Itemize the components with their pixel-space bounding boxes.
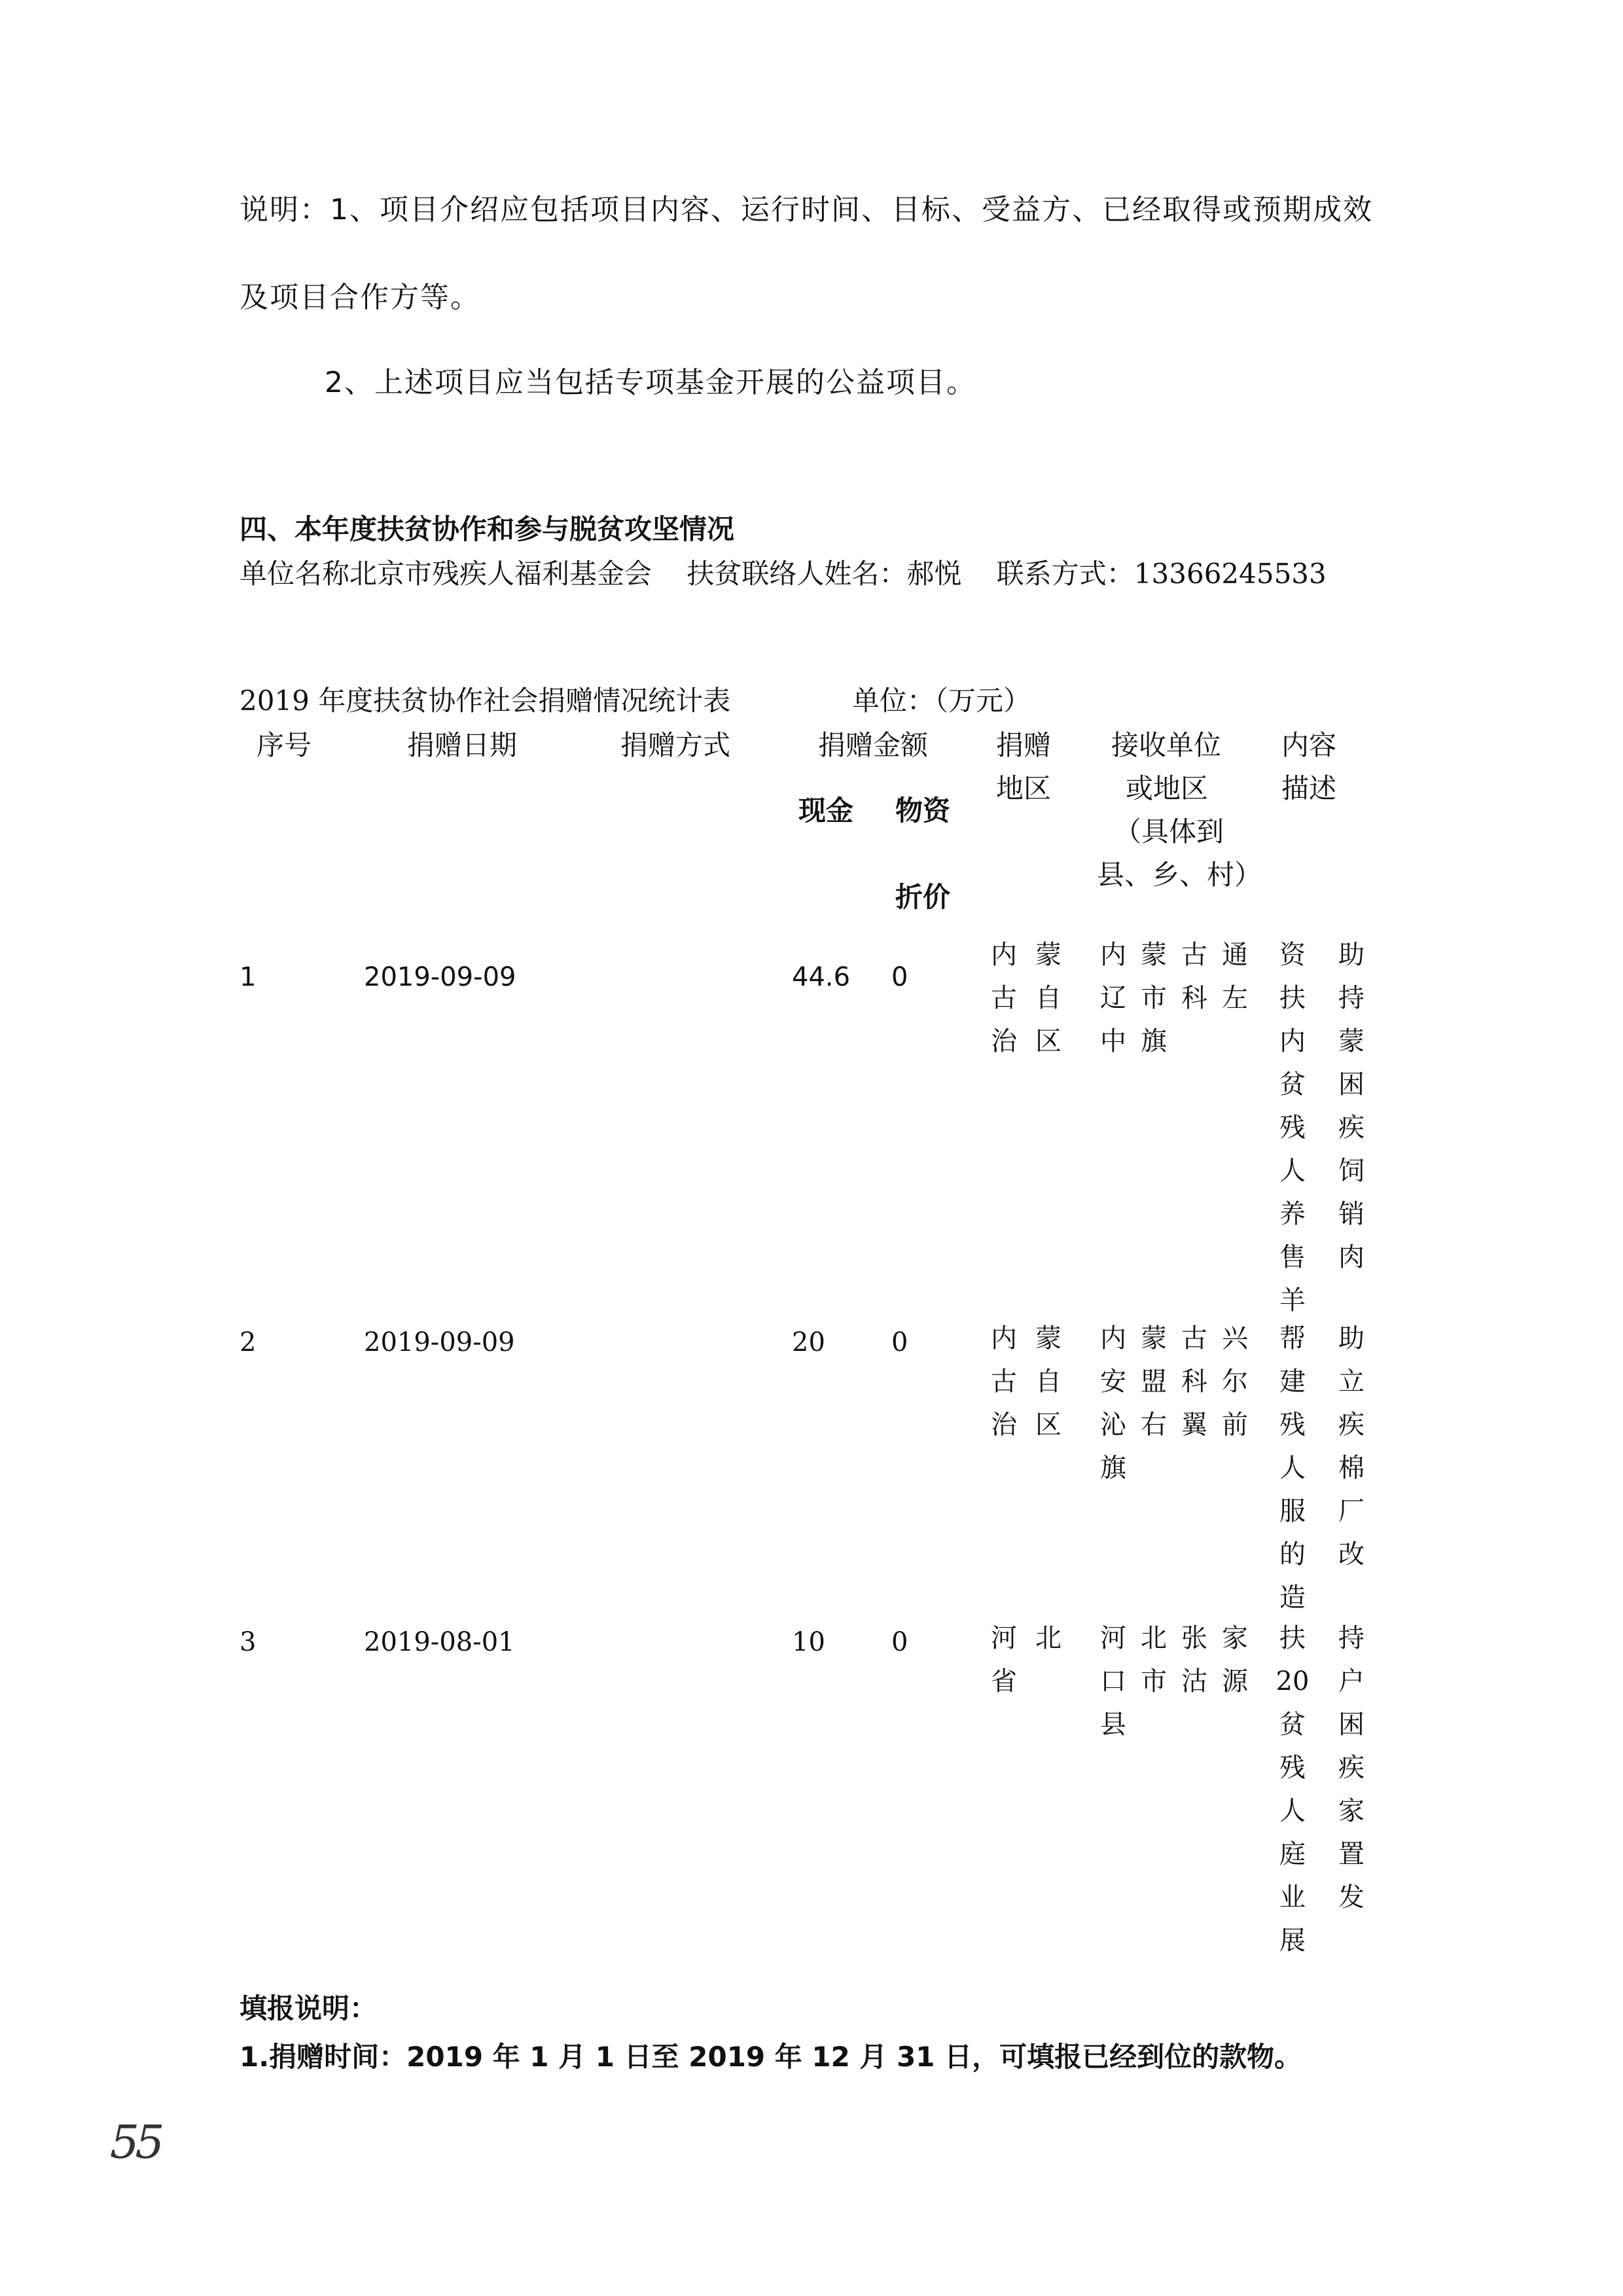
cell-char: 源 — [1222, 1666, 1248, 1696]
explanation-line-2: 及项目合作方等。 — [240, 281, 480, 314]
cell-char: 家 — [1338, 1796, 1364, 1826]
row-2-cash: 20 — [792, 1327, 825, 1357]
cell-char: 自 — [1035, 983, 1061, 1013]
header-seq: 序号 — [257, 729, 312, 761]
cell-char: 治 — [991, 1410, 1017, 1440]
cell-char: 置 — [1338, 1839, 1364, 1869]
cell-char: 旗 — [1100, 1453, 1126, 1483]
cell-char: 疾 — [1338, 1410, 1364, 1440]
cell-char: 人 — [1279, 1453, 1306, 1483]
cell-char: 厂 — [1338, 1496, 1364, 1526]
cell-char: 内 — [1100, 940, 1126, 970]
cell-char: 销 — [1338, 1199, 1364, 1229]
cell-char: 残 — [1279, 1753, 1306, 1783]
row-3-date: 2019-08-01 — [364, 1627, 515, 1657]
header-receiver-1: 接收单位 — [1111, 729, 1222, 761]
cell-char: 贫 — [1279, 1069, 1306, 1100]
cell-char: 河 — [1100, 1623, 1126, 1653]
cell-char: 县 — [1100, 1710, 1126, 1740]
cell-char: 户 — [1338, 1666, 1364, 1696]
cell-char: 饲 — [1338, 1156, 1364, 1186]
cell-char: 市 — [1141, 983, 1167, 1013]
cell-char: 帮 — [1279, 1323, 1306, 1354]
row-3-seq: 3 — [240, 1627, 257, 1657]
cell-char: 棉 — [1338, 1453, 1364, 1483]
table-unit: 单位：（万元） — [852, 685, 1031, 717]
cell-char: 内 — [1100, 1323, 1126, 1354]
footer-title: 填报说明： — [240, 1992, 378, 2024]
row-2-date: 2019-09-09 — [364, 1327, 515, 1357]
cell-char: 内 — [991, 940, 1017, 970]
cell-char: 省 — [991, 1666, 1017, 1696]
cell-char: 扶 — [1279, 983, 1306, 1013]
cell-char: 内 — [1279, 1026, 1306, 1056]
row-3-region — [982, 1617, 1071, 1703]
explanation-line-1: 说明：1、项目介绍应包括项目内容、运行时间、目标、受益方、已经取得或预期成效 — [240, 193, 1373, 226]
cell-char: 发 — [1338, 1882, 1364, 1912]
cell-char: 售 — [1279, 1242, 1306, 1272]
row-1-date: 2019-09-09 — [364, 962, 516, 992]
row-1-cash: 44.6 — [792, 962, 851, 992]
cell-char: 口 — [1100, 1666, 1126, 1696]
explanation-line-3: 2、上述项目应当包括专项基金开展的公益项目。 — [325, 366, 976, 399]
header-receiver-3: （具体到 — [1114, 816, 1224, 848]
header-receiver-2: 或地区 — [1126, 772, 1209, 804]
header-cash: 现金 — [798, 795, 854, 827]
cell-char: 立 — [1338, 1367, 1364, 1397]
cell-char: 养 — [1279, 1199, 1306, 1229]
cell-char: 助 — [1338, 940, 1364, 970]
cell-char: 右 — [1141, 1410, 1167, 1440]
header-region-2: 地区 — [996, 772, 1052, 804]
cell-char: 科 — [1181, 983, 1207, 1013]
row-2-seq: 2 — [240, 1327, 257, 1357]
cell-char: 家 — [1222, 1623, 1248, 1653]
section-title: 四、本年度扶贫协作和参与脱贫攻坚情况 — [240, 513, 735, 545]
row-2-desc — [1263, 1317, 1381, 1619]
cell-char: 贫 — [1279, 1710, 1306, 1740]
cell-char: 业 — [1279, 1882, 1306, 1912]
row-1-region — [982, 933, 1071, 1063]
cell-char: 肉 — [1338, 1242, 1364, 1272]
header-date: 捐赠日期 — [407, 729, 518, 761]
cell-char: 科 — [1181, 1367, 1207, 1397]
cell-char: 羊 — [1279, 1285, 1306, 1316]
cell-char: 蒙 — [1035, 1323, 1061, 1354]
cell-char: 区 — [1035, 1026, 1061, 1056]
cell-char: 持 — [1338, 1623, 1364, 1653]
footer-line-1: 1.捐赠时间：2019 年 1 月 1 日至 2019 年 12 月 31 日，可填报已经到位的款物。 — [240, 2041, 1302, 2073]
row-1-receiver — [1093, 933, 1255, 1063]
header-amount: 捐赠金额 — [818, 729, 929, 761]
cell-char: 古 — [1181, 940, 1207, 970]
cell-char: 自 — [1035, 1367, 1061, 1397]
cell-char: 内 — [991, 1323, 1017, 1354]
cell-char: 旗 — [1141, 1026, 1167, 1056]
header-region-1: 捐赠 — [996, 729, 1052, 761]
cell-char: 的 — [1279, 1539, 1306, 1570]
cell-char: 疾 — [1338, 1113, 1364, 1143]
cell-char: 兴 — [1222, 1323, 1248, 1354]
cell-char: 持 — [1338, 983, 1364, 1013]
header-desc-2: 描述 — [1281, 772, 1337, 804]
cell-char: 古 — [991, 1367, 1017, 1397]
cell-char: 河 — [991, 1623, 1017, 1653]
cell-char: 困 — [1338, 1710, 1364, 1740]
cell-char: 庭 — [1279, 1839, 1306, 1869]
header-desc-1: 内容 — [1281, 729, 1337, 761]
cell-char: 翼 — [1181, 1410, 1207, 1440]
row-1-seq: 1 — [240, 962, 257, 992]
cell-char: 左 — [1222, 983, 1248, 1013]
header-receiver-4: 县、乡、村） — [1097, 859, 1262, 891]
cell-char: 北 — [1035, 1623, 1061, 1653]
row-1-desc — [1263, 933, 1381, 1322]
row-3-goods: 0 — [891, 1627, 908, 1657]
cell-char: 古 — [991, 983, 1017, 1013]
cell-char: 尔 — [1222, 1367, 1248, 1397]
table-title: 2019 年度扶贫协作社会捐赠情况统计表 — [240, 685, 731, 717]
cell-char: 沽 — [1181, 1666, 1207, 1696]
cell-char: 扶 — [1279, 1623, 1306, 1653]
row-3-receiver — [1093, 1617, 1255, 1746]
cell-char: 残 — [1279, 1113, 1306, 1143]
cell-char: 蒙 — [1141, 940, 1167, 970]
cell-char: 沁 — [1100, 1410, 1126, 1440]
cell-char: 前 — [1222, 1410, 1248, 1440]
cell-char: 人 — [1279, 1156, 1306, 1186]
cell-char: 疾 — [1338, 1753, 1364, 1783]
row-3-desc — [1263, 1617, 1381, 1962]
cell-char: 助 — [1338, 1323, 1364, 1354]
row-2-goods: 0 — [891, 1327, 908, 1357]
section-info: 单位名称北京市残疾人福利基金会 扶贫联络人姓名：郝悦 联系方式：13366245533 — [240, 558, 1327, 590]
cell-char: 区 — [1035, 1410, 1061, 1440]
cell-char: 张 — [1181, 1623, 1207, 1653]
cell-char: 蒙 — [1141, 1323, 1167, 1354]
header-method: 捐赠方式 — [620, 729, 731, 761]
cell-char: 中 — [1100, 1026, 1126, 1056]
row-2-receiver — [1093, 1317, 1255, 1490]
cell-char: 服 — [1279, 1496, 1306, 1526]
cell-char: 改 — [1338, 1539, 1364, 1570]
cell-char: 残 — [1279, 1410, 1306, 1440]
cell-char: 蒙 — [1035, 940, 1061, 970]
cell-char: 市 — [1141, 1666, 1167, 1696]
row-1-goods: 0 — [891, 962, 908, 992]
cell-char: 人 — [1279, 1796, 1306, 1826]
cell-char: 资 — [1279, 940, 1306, 970]
cell-char: 北 — [1141, 1623, 1167, 1653]
row-2-region — [982, 1317, 1071, 1446]
header-goods: 物资 — [895, 795, 951, 827]
cell-char: 辽 — [1100, 983, 1126, 1013]
cell-char: 通 — [1222, 940, 1248, 970]
cell-char: 困 — [1338, 1069, 1364, 1100]
row-3-cash: 10 — [792, 1627, 825, 1657]
header-goods-2: 折价 — [895, 881, 951, 913]
cell-char: 古 — [1181, 1323, 1207, 1354]
cell-char: 展 — [1279, 1926, 1306, 1956]
cell-char: 造 — [1279, 1583, 1306, 1613]
cell-char: 20 — [1275, 1666, 1310, 1696]
cell-char: 建 — [1279, 1367, 1306, 1397]
cell-char: 安 — [1100, 1367, 1126, 1397]
cell-char: 治 — [991, 1026, 1017, 1056]
cell-char: 蒙 — [1338, 1026, 1364, 1056]
cell-char: 盟 — [1141, 1367, 1167, 1397]
handwritten-page-mark: 55 — [104, 2115, 166, 2169]
